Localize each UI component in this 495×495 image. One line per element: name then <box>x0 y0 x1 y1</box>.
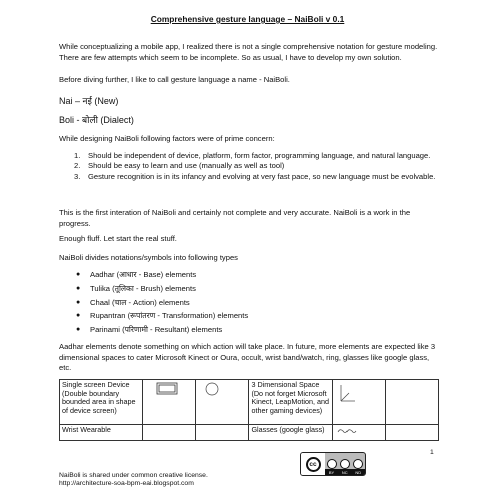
noderivatives-icon <box>353 459 363 469</box>
aadhar-paragraph: Aadhar elements denote something on which action will take place. In future, more elements are expected like 3 dimensional spaces to cater Microsoft Kinect or Oura, occult, wrist band/watch, ring, glasses like google glass, etc. <box>59 342 436 373</box>
boli-definition: Boli - बोली (Dialect) <box>59 115 134 125</box>
list-item: ● Rupantran (रूपांतरण - Transformation) elements <box>76 311 249 321</box>
attribution-icon <box>327 459 337 469</box>
list-item: 1. Should be independent of device, platform, form factor, programming language, and natural language. <box>74 151 431 160</box>
circle-symbol-icon <box>198 381 244 397</box>
table-row <box>60 380 439 425</box>
glasses-symbol-icon <box>335 426 381 436</box>
factors-intro: While designing NaiBoli following factors were of prime concern: <box>59 134 275 143</box>
table-cell <box>385 380 438 425</box>
blog-url[interactable]: http://architecture-soa-bpm-eai.blogspot.com <box>59 480 194 488</box>
table-cell: Glasses (google glass) <box>249 425 332 441</box>
nai-definition: Nai – नई (New) <box>59 96 119 106</box>
list-item: ● Parinami (परिणामी - Resultant) elements <box>76 325 223 335</box>
divides-paragraph: NaiBoli divides notations/symbols into following types <box>59 253 238 262</box>
intro-paragraph: While conceptualizing a mobile app, I realized there is not a single comprehensive notation for gesture modeling. There are few attempts which seem to be incomplete. So as usual, I have to develop my own solution. <box>59 42 438 62</box>
table-cell <box>385 425 438 441</box>
creative-commons-badge: cc BY NC ND <box>300 452 366 476</box>
table-cell <box>143 425 196 441</box>
list-item: 3. Gesture recognition is in its infancy and evolving at very fast pace, so new language must be evolvable. <box>74 171 436 181</box>
double-screen-symbol-icon <box>145 381 191 397</box>
bullet-icon: ● <box>76 271 81 278</box>
page-number: 1 <box>430 449 434 456</box>
list-item: ● Chaal (चाल - Action) elements <box>76 297 190 307</box>
types-list <box>74 270 434 339</box>
table-cell <box>196 380 249 425</box>
table-cell <box>196 425 249 441</box>
footer <box>59 472 208 489</box>
bullet-icon: ● <box>76 326 81 334</box>
cc-logo-icon: cc <box>306 457 321 472</box>
list-item: ● Aadhar (आधार - Base) elements <box>76 270 197 279</box>
table-cell <box>143 380 196 425</box>
list-item: 2. Should be easy to learn and use (manually as well as tool) <box>74 161 285 171</box>
table-row <box>60 425 439 441</box>
iteration-paragraph: This is the first interation of NaiBoli and certainly not complete and very accurate. NaiBoli is a work in the progress. <box>59 208 411 228</box>
document-title: Comprehensive gesture language – NaiBoli v 0.1 <box>150 14 345 24</box>
3d-axes-symbol-icon <box>335 381 381 411</box>
table-cell <box>332 380 385 425</box>
bullet-icon: ● <box>76 284 81 292</box>
table-cell: Wrist Wearable <box>60 425 143 441</box>
license-note: NaiBoli is shared under common creative license. <box>59 472 208 479</box>
naming-paragraph: Before diving further, I like to call gesture language a name - NaiBoli. <box>59 75 290 84</box>
bullet-icon: ● <box>76 298 81 306</box>
aadhar-elements-table <box>59 379 439 441</box>
list-item: ● Tulika (तूलिका - Brush) elements <box>76 283 196 293</box>
bullet-icon: ● <box>76 312 81 320</box>
table-cell: 3 Dimensional Space (Do not forget Microsoft Kinect, LeapMotion, and other gaming devices) <box>249 380 332 425</box>
noncommercial-icon <box>340 459 350 469</box>
enough-paragraph: Enough fluff. Let start the real stuff. <box>59 234 177 243</box>
factors-list <box>72 151 438 182</box>
table-cell: Single screen Device (Double boundary bounded area in shape of device screen) <box>60 380 143 425</box>
table-cell <box>332 425 385 441</box>
